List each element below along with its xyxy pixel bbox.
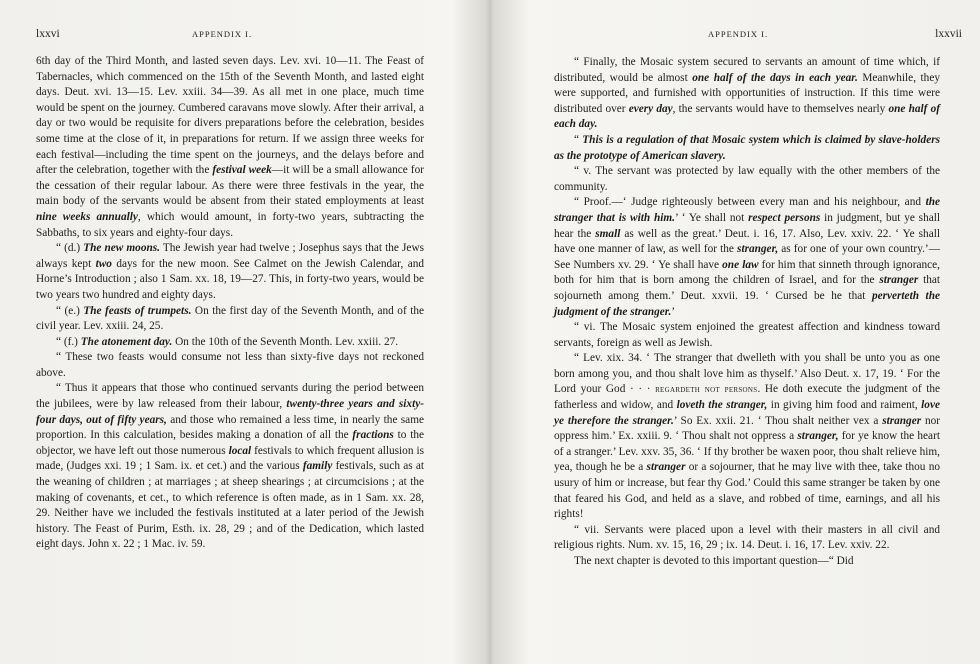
right-page — [492, 0, 980, 664]
left-paragraph-summary: “ Thus it appears that those who continued servants during the period between the jubilees, were by law released from their labour, twenty-three years and sixty-four days, out of fifty years, and those who remained a less time, in nearly the same proportion. In this calculation, besides making a donation of all the fractions to the objector, we have left out those numerous local festivals to which frequent allusion is made, (Judges xxi. 19 ; 1 Sam. ix. et cet.) and the various family festivals, such as at the weaning of children ; at marriages ; at sheep shearings ; at circumcisions ; at the making of covenants, et cet., to which reference is often made, as in 1 Sam. xx. 28, 29. Neither have we included the festivals instituted at a later period of the Jewish history. The Feast of Purim, Esth. ix. 28, 29 ; and of the Dedication, which lasted eight days. John x. 22 ; 1 Mac. iv. 59. — [36, 382, 424, 551]
right-paragraph-regulation: “ This is a regulation of that Mosaic system which is claimed by slave-holders as the prototype of American slavery. — [554, 133, 940, 162]
left-paragraph-two-feasts: “ These two feasts would consume not less than sixty-five days not reckoned above. — [36, 351, 424, 379]
left-paragraph-1: 6th day of the Third Month, and lasted seven days. Lev. xvi. 10—11. The Feast of Tabernacles, which commenced on the 15th of the Seventh Month, and lasted eight days. Deut. xvi. 13—15. Lev. xxiii. 34—39. As all met in one place, much time would be spent on the journey. Cumbered caravans move slowly. After their arrival, a day or two would be requisite for divers preparations before the celebration, besides some time at the close of it, in preparations for return. If we assign three weeks for each festival—including the time spent on the journeys, and the delays before and after the celebration, together with the festival week—it will be a small allowance for the cessation of their regular labour. As there were three festivals in the year, the main body of the servants would be absent from their stated employments at least nine weeks annually, which would amount, in forty-two years, subtracting the Sabbaths, to six years and eighty-four days. — [36, 55, 424, 239]
left-page-body — [36, 54, 424, 553]
left-paragraph-atonement: “ (f.) The atonement day. On the 10th of the Seventh Month. Lev. xxiii. 27. — [56, 335, 399, 348]
right-paragraph-next-chapter: The next chapter is devoted to this important question—“ Did — [574, 555, 854, 567]
right-paragraph-finally: “ Finally, the Mosaic system secured to servants an amount of time which, if distributed, would be almost one half of the days in each year. Meanwhile, they were supported, and furnished with opportunities of instruction. If this time were distributed over every day, the servants would have to themselves nearly one half of each day. — [554, 56, 940, 131]
right-page-body — [554, 55, 940, 570]
left-page — [0, 0, 488, 664]
right-paragraph-vi: “ vi. The Mosaic system enjoined the greatest affection and kindness toward servants, foreign as well as Jewish. — [554, 321, 940, 349]
right-paragraph-vii: “ vii. Servants were placed upon a level with their masters in all civil and religious rights. Num. xv. 15, 16, 29 ; ix. 14. Deut. i. 16, 17. Lev. xxiv. 22. — [554, 523, 940, 552]
left-running-title: APPENDIX I. — [192, 29, 253, 39]
left-paragraph-trumpets: “ (e.) The feasts of trumpets. On the first day of the Seventh Month, and of the civil year. Lev. xxiii. 24, 25. — [36, 304, 424, 333]
left-page-number: lxxvi — [36, 28, 60, 40]
right-paragraph-proof: “ Proof.—‘ Judge righteously between every man and his neighbour, and the stranger that is with him.’ ‘ Ye shall not respect persons in judgment, but ye shall hear the small as well as the great.’ Deut. i. 16, 17. Also, Lev. xxiv. 22. ‘ Ye shall have one manner of law, as well for the stranger, as for one of your own country.’—See Numbers xv. 29. ‘ Ye shall have one law for him that sinneth through ignorance, both for him that is born among the children of Israel, and for the stranger that sojourneth among them.’ Deut. xxvii. 19. ‘ Cursed be he that perverteth the judgment of the stranger.’ — [554, 196, 941, 318]
right-page-number: lxxvii — [935, 28, 962, 40]
right-paragraph-lev: “ Lev. xix. 34. ‘ The stranger that dwelleth with you shall be unto you as one born among you, and thou shalt love him as thyself.’ Also Deut. x. 17, 19. ‘ For the Lord your God · · · regardeth not persons. He doth execute the judgment of the fatherless and widow, and loveth the stranger, in giving him food and raiment, love ye therefore the stranger.’ So Ex. xxii. 21. ‘ Thou shalt neither vex a stranger nor oppress him.’ Ex. xxiii. 9. ‘ Thou shalt not oppress a stranger, for ye know the heart of a stranger.’ Lev. xxv. 35, 36. ‘ If thy brother be waxen poor, thou shalt relieve him, yea, though he be a stranger or a sojourner, that he may live with thee, take thou no usury of him or increase, but fear thy God.’ Could this same stranger be taken by one that feared his God, and held as a slave, and robbed of time, earnings, and all his rights! — [554, 352, 941, 521]
right-paragraph-v: “ v. The servant was protected by law equally with the other members of the community. — [554, 165, 940, 193]
left-paragraph-new-moons: “ (d.) The new moons. The Jewish year had twelve ; Josephus says that the Jews always kept two days for the new moon. See Calmet on the Jewish Calendar, and Horne’s Introduction ; also 1 Sam. xx. 18, 19—27. This, in forty-two years, would be two years two hundred and eighty days. — [36, 242, 425, 301]
right-page-header — [492, 28, 980, 44]
left-page-header — [0, 28, 488, 44]
right-running-title: APPENDIX I. — [708, 29, 769, 39]
